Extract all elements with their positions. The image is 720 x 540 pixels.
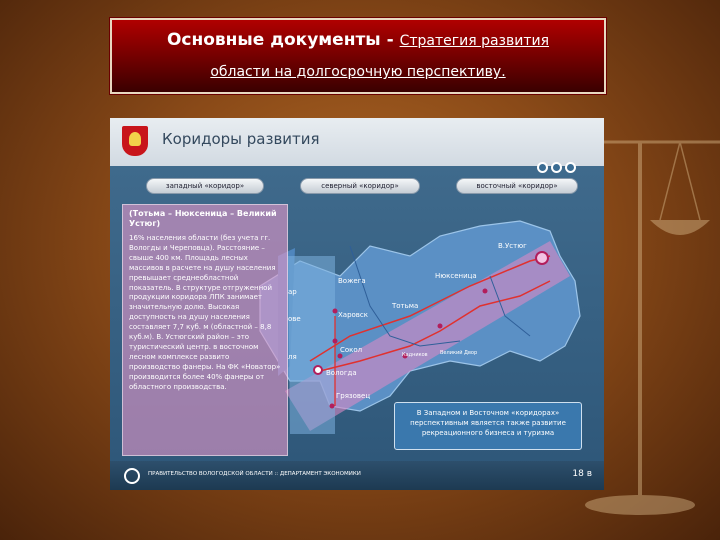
city-vozhega: [333, 309, 338, 314]
label-velikiy-dvor: Великий Двор: [440, 350, 478, 356]
info-panel-text: 16% населения области (без учета гг. Вологды и Череповца). Расстояние – свыше 400 км. Площадь лесных массивов в расчете на душу населения превышает среднеобластной показатель. В структуре отгруженной продукции коридора ЛПК занимает значительную долю. Высокая доступность на душу населения составляет 7,7 куб. м (областной – 8,8 куб.м). В. Устюгский район – это туристический центр. в восточном лесном комплексе развито производство фанеры. На ФК «Новатор» производится более 40% фанеры от областного производства.: [129, 234, 281, 391]
slide-nav-dots: [534, 158, 576, 177]
city-nyuksenitsa: [483, 289, 488, 294]
slide-page-number: 18 в: [572, 469, 592, 479]
city-vologda: [314, 366, 322, 374]
nav-dot-3: [565, 162, 576, 173]
city-gryazovets: [330, 404, 335, 409]
nav-dot-2: [551, 162, 562, 173]
corridor-west: [288, 256, 335, 434]
label-west-a: ар: [288, 288, 297, 296]
title-line-2[interactable]: области на долгосрочную перспективу.: [210, 64, 506, 80]
label-west-c: ля: [288, 353, 297, 361]
strategy-link[interactable]: Стратегия развития: [399, 33, 550, 49]
footer-text: ПРАВИТЕЛЬСТВО ВОЛОГОДСКОЙ ОБЛАСТИ :: ДЕПАРТАМЕНТ ЭКОНОМИКИ: [148, 471, 361, 477]
label-gryazovets: Грязовец: [336, 392, 371, 400]
city-totma: [438, 324, 443, 329]
tab-north-corridor[interactable]: северный «коридор»: [300, 178, 420, 194]
label-kadnikov: Кадников: [402, 352, 428, 358]
coat-of-arms-icon: [122, 126, 148, 156]
slide-image: [110, 118, 604, 490]
city-kharovsk: [333, 339, 338, 344]
label-kharovsk: Харовск: [338, 311, 369, 319]
slide-footer: [110, 461, 604, 490]
city-sokol: [338, 354, 343, 359]
government-logo-icon: [124, 468, 140, 484]
city-ustyug: [536, 252, 548, 264]
slide-title: Коридоры развития: [162, 130, 320, 148]
label-ustyug: В.Устюг: [498, 242, 527, 250]
title-box: [110, 18, 606, 94]
slide-header: [110, 118, 604, 166]
title-line-1: [112, 30, 604, 50]
label-vologda: Вологда: [326, 369, 357, 377]
info-panel-title: (Тотьма – Нюксеница – Великий Устюг): [129, 209, 277, 228]
label-west-b: ове: [288, 315, 301, 323]
info-panel: [122, 204, 288, 456]
label-totma: Тотьма: [392, 302, 419, 310]
tab-east-corridor[interactable]: восточный «коридор»: [456, 178, 578, 194]
title-bold-text: Основные документы -: [166, 30, 400, 50]
label-vozhega: Вожега: [338, 277, 366, 285]
label-nyuksenitsa: Нюксеница: [435, 272, 477, 280]
label-sokol: Сокол: [340, 346, 363, 354]
recreation-note: В Западном и Восточном «коридорах» перспективным является также развитие рекреационного бизнеса и туризма: [394, 402, 582, 450]
nav-dot-1: [537, 162, 548, 173]
tab-west-corridor[interactable]: западный «коридор»: [146, 178, 264, 194]
